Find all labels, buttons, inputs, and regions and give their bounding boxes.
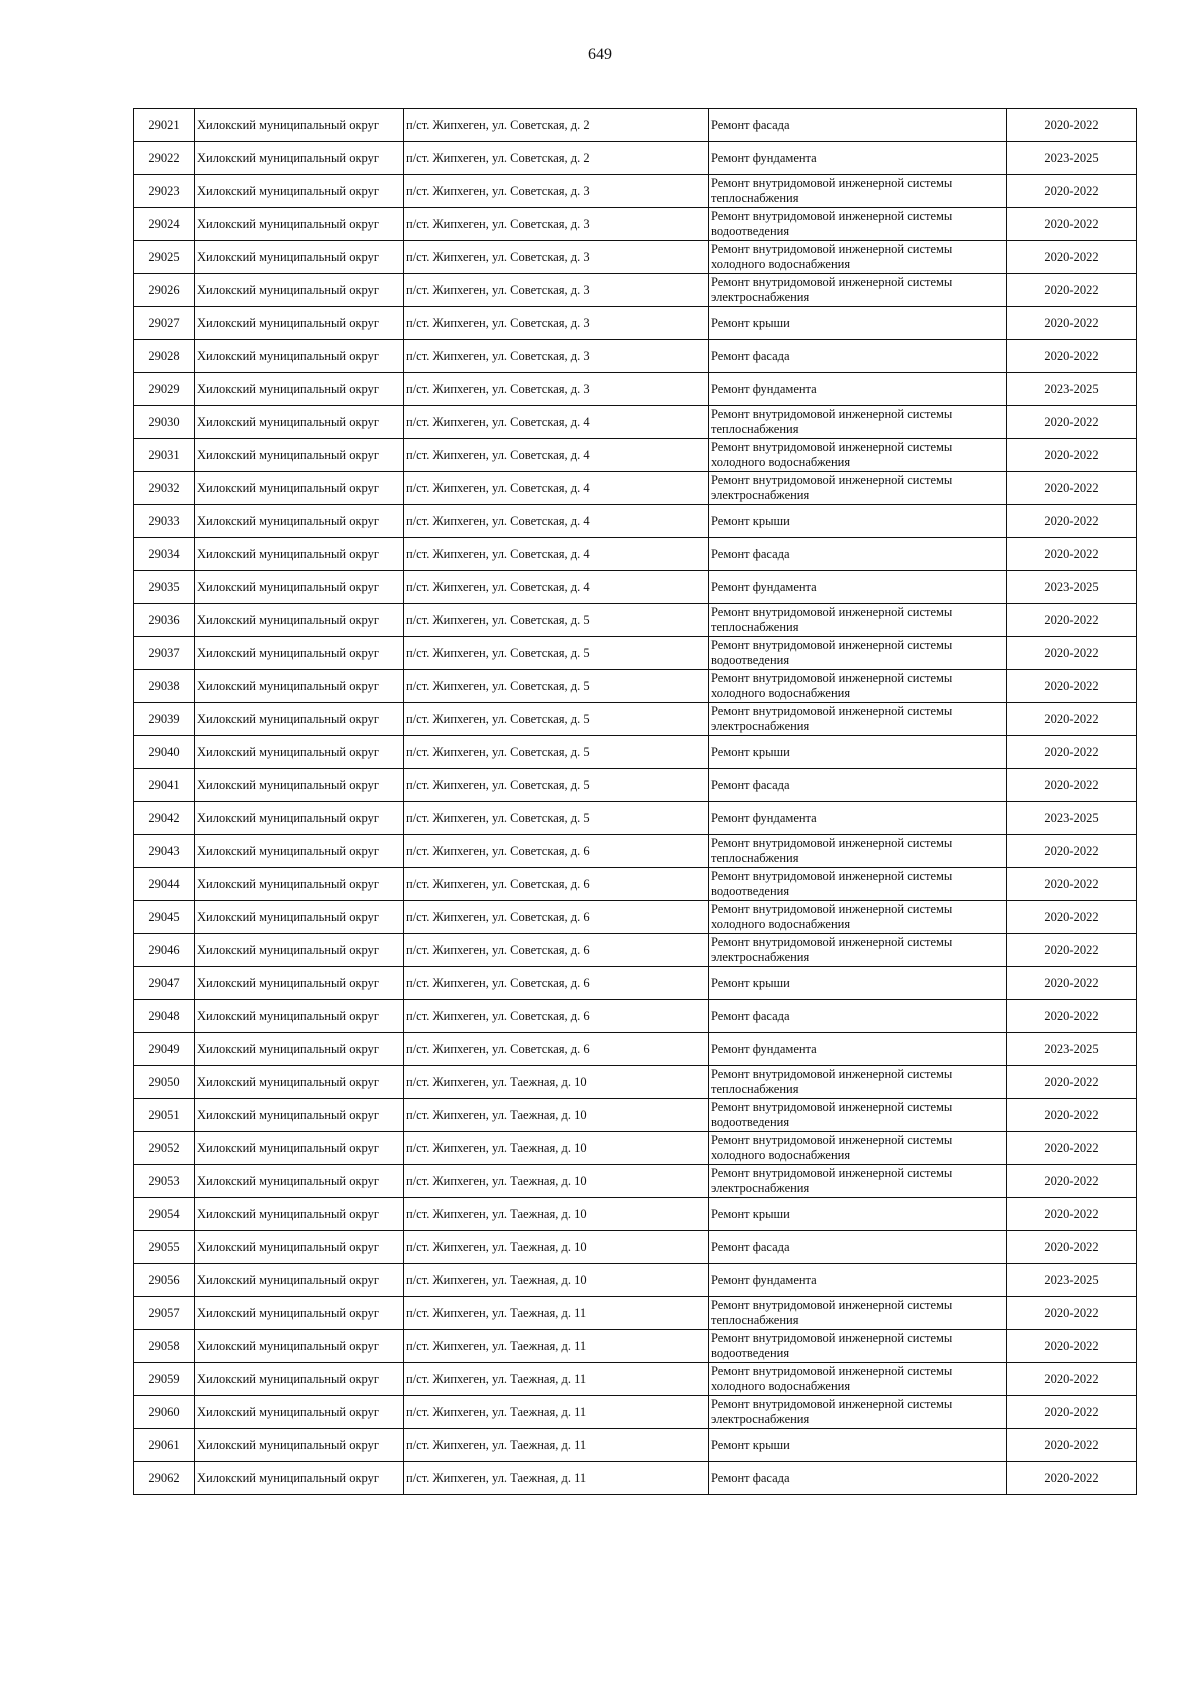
municipality-cell: Хилокский муниципальный округ xyxy=(195,769,404,802)
municipality-cell: Хилокский муниципальный округ xyxy=(195,967,404,1000)
work-type-cell: Ремонт фундамента xyxy=(709,802,1007,835)
works-table xyxy=(133,108,1137,1495)
period-cell: 2020-2022 xyxy=(1007,1066,1137,1099)
table-row xyxy=(134,571,1137,604)
address-cell: п/ст. Жипхеген, ул. Советская, д. 6 xyxy=(404,1000,709,1033)
work-type-cell: Ремонт крыши xyxy=(709,967,1007,1000)
table-row xyxy=(134,340,1137,373)
municipality-cell: Хилокский муниципальный округ xyxy=(195,340,404,373)
row-number-cell: 29053 xyxy=(134,1165,195,1198)
period-cell: 2020-2022 xyxy=(1007,274,1137,307)
municipality-cell: Хилокский муниципальный округ xyxy=(195,208,404,241)
table-row xyxy=(134,505,1137,538)
row-number-cell: 29050 xyxy=(134,1066,195,1099)
table-row xyxy=(134,1132,1137,1165)
period-cell: 2020-2022 xyxy=(1007,1099,1137,1132)
address-cell: п/ст. Жипхеген, ул. Таежная, д. 10 xyxy=(404,1132,709,1165)
work-type-cell: Ремонт внутридомовой инженерной системы теплоснабжения xyxy=(709,604,1007,637)
address-cell: п/ст. Жипхеген, ул. Советская, д. 3 xyxy=(404,274,709,307)
table-row xyxy=(134,868,1137,901)
row-number-cell: 29026 xyxy=(134,274,195,307)
table-row xyxy=(134,1033,1137,1066)
address-cell: п/ст. Жипхеген, ул. Советская, д. 3 xyxy=(404,175,709,208)
work-type-cell: Ремонт внутридомовой инженерной системы холодного водоснабжения xyxy=(709,1363,1007,1396)
period-cell: 2020-2022 xyxy=(1007,505,1137,538)
work-type-cell: Ремонт фундамента xyxy=(709,571,1007,604)
period-cell: 2020-2022 xyxy=(1007,472,1137,505)
row-number-cell: 29025 xyxy=(134,241,195,274)
work-type-cell: Ремонт внутридомовой инженерной системы холодного водоснабжения xyxy=(709,901,1007,934)
row-number-cell: 29030 xyxy=(134,406,195,439)
table-row xyxy=(134,934,1137,967)
table-row xyxy=(134,241,1137,274)
address-cell: п/ст. Жипхеген, ул. Советская, д. 4 xyxy=(404,538,709,571)
period-cell: 2020-2022 xyxy=(1007,538,1137,571)
address-cell: п/ст. Жипхеген, ул. Советская, д. 2 xyxy=(404,142,709,175)
municipality-cell: Хилокский муниципальный округ xyxy=(195,736,404,769)
row-number-cell: 29043 xyxy=(134,835,195,868)
address-cell: п/ст. Жипхеген, ул. Советская, д. 6 xyxy=(404,835,709,868)
period-cell: 2020-2022 xyxy=(1007,637,1137,670)
row-number-cell: 29024 xyxy=(134,208,195,241)
table-row xyxy=(134,1297,1137,1330)
period-cell: 2020-2022 xyxy=(1007,406,1137,439)
period-cell: 2023-2025 xyxy=(1007,1033,1137,1066)
work-type-cell: Ремонт внутридомовой инженерной системы теплоснабжения xyxy=(709,835,1007,868)
table-row xyxy=(134,175,1137,208)
period-cell: 2023-2025 xyxy=(1007,142,1137,175)
municipality-cell: Хилокский муниципальный округ xyxy=(195,274,404,307)
period-cell: 2020-2022 xyxy=(1007,1363,1137,1396)
row-number-cell: 29038 xyxy=(134,670,195,703)
table-row xyxy=(134,901,1137,934)
work-type-cell: Ремонт внутридомовой инженерной системы теплоснабжения xyxy=(709,406,1007,439)
address-cell: п/ст. Жипхеген, ул. Советская, д. 5 xyxy=(404,604,709,637)
table-row xyxy=(134,1099,1137,1132)
municipality-cell: Хилокский муниципальный округ xyxy=(195,1132,404,1165)
municipality-cell: Хилокский муниципальный округ xyxy=(195,1396,404,1429)
work-type-cell: Ремонт внутридомовой инженерной системы водоотведения xyxy=(709,208,1007,241)
address-cell: п/ст. Жипхеген, ул. Таежная, д. 11 xyxy=(404,1363,709,1396)
municipality-cell: Хилокский муниципальный округ xyxy=(195,1066,404,1099)
row-number-cell: 29060 xyxy=(134,1396,195,1429)
address-cell: п/ст. Жипхеген, ул. Советская, д. 5 xyxy=(404,637,709,670)
row-number-cell: 29062 xyxy=(134,1462,195,1495)
table-row xyxy=(134,109,1137,142)
address-cell: п/ст. Жипхеген, ул. Советская, д. 6 xyxy=(404,1033,709,1066)
work-type-cell: Ремонт крыши xyxy=(709,1198,1007,1231)
period-cell: 2020-2022 xyxy=(1007,736,1137,769)
table-row xyxy=(134,802,1137,835)
period-cell: 2020-2022 xyxy=(1007,670,1137,703)
row-number-cell: 29021 xyxy=(134,109,195,142)
period-cell: 2020-2022 xyxy=(1007,175,1137,208)
table-row xyxy=(134,637,1137,670)
table-row xyxy=(134,1429,1137,1462)
municipality-cell: Хилокский муниципальный округ xyxy=(195,604,404,637)
municipality-cell: Хилокский муниципальный округ xyxy=(195,1297,404,1330)
municipality-cell: Хилокский муниципальный округ xyxy=(195,406,404,439)
period-cell: 2023-2025 xyxy=(1007,802,1137,835)
municipality-cell: Хилокский муниципальный округ xyxy=(195,142,404,175)
work-type-cell: Ремонт внутридомовой инженерной системы электроснабжения xyxy=(709,703,1007,736)
table-row xyxy=(134,703,1137,736)
row-number-cell: 29035 xyxy=(134,571,195,604)
table-row xyxy=(134,373,1137,406)
address-cell: п/ст. Жипхеген, ул. Советская, д. 4 xyxy=(404,406,709,439)
work-type-cell: Ремонт фасада xyxy=(709,769,1007,802)
row-number-cell: 29055 xyxy=(134,1231,195,1264)
municipality-cell: Хилокский муниципальный округ xyxy=(195,637,404,670)
work-type-cell: Ремонт внутридомовой инженерной системы теплоснабжения xyxy=(709,1066,1007,1099)
address-cell: п/ст. Жипхеген, ул. Советская, д. 4 xyxy=(404,472,709,505)
municipality-cell: Хилокский муниципальный округ xyxy=(195,670,404,703)
table-row xyxy=(134,769,1137,802)
municipality-cell: Хилокский муниципальный округ xyxy=(195,1000,404,1033)
period-cell: 2020-2022 xyxy=(1007,307,1137,340)
municipality-cell: Хилокский муниципальный округ xyxy=(195,1033,404,1066)
municipality-cell: Хилокский муниципальный округ xyxy=(195,1330,404,1363)
work-type-cell: Ремонт фундамента xyxy=(709,142,1007,175)
municipality-cell: Хилокский муниципальный округ xyxy=(195,1231,404,1264)
table-row xyxy=(134,208,1137,241)
work-type-cell: Ремонт фундамента xyxy=(709,1033,1007,1066)
municipality-cell: Хилокский муниципальный округ xyxy=(195,307,404,340)
work-type-cell: Ремонт фундамента xyxy=(709,373,1007,406)
row-number-cell: 29042 xyxy=(134,802,195,835)
work-type-cell: Ремонт внутридомовой инженерной системы холодного водоснабжения xyxy=(709,241,1007,274)
table-row xyxy=(134,1462,1137,1495)
work-type-cell: Ремонт фасада xyxy=(709,1462,1007,1495)
period-cell: 2020-2022 xyxy=(1007,1000,1137,1033)
address-cell: п/ст. Жипхеген, ул. Советская, д. 3 xyxy=(404,241,709,274)
period-cell: 2020-2022 xyxy=(1007,241,1137,274)
address-cell: п/ст. Жипхеген, ул. Таежная, д. 11 xyxy=(404,1297,709,1330)
period-cell: 2023-2025 xyxy=(1007,373,1137,406)
row-number-cell: 29049 xyxy=(134,1033,195,1066)
row-number-cell: 29027 xyxy=(134,307,195,340)
table-row xyxy=(134,1363,1137,1396)
table-row xyxy=(134,142,1137,175)
work-type-cell: Ремонт внутридомовой инженерной системы водоотведения xyxy=(709,637,1007,670)
period-cell: 2020-2022 xyxy=(1007,934,1137,967)
municipality-cell: Хилокский муниципальный округ xyxy=(195,373,404,406)
table-row xyxy=(134,1231,1137,1264)
period-cell: 2020-2022 xyxy=(1007,208,1137,241)
work-type-cell: Ремонт внутридомовой инженерной системы холодного водоснабжения xyxy=(709,439,1007,472)
table-row xyxy=(134,1066,1137,1099)
work-type-cell: Ремонт фасада xyxy=(709,1231,1007,1264)
table-row xyxy=(134,670,1137,703)
table-row xyxy=(134,439,1137,472)
period-cell: 2020-2022 xyxy=(1007,868,1137,901)
address-cell: п/ст. Жипхеген, ул. Советская, д. 4 xyxy=(404,505,709,538)
table-row xyxy=(134,472,1137,505)
address-cell: п/ст. Жипхеген, ул. Советская, д. 5 xyxy=(404,802,709,835)
work-type-cell: Ремонт внутридомовой инженерной системы холодного водоснабжения xyxy=(709,670,1007,703)
address-cell: п/ст. Жипхеген, ул. Таежная, д. 11 xyxy=(404,1330,709,1363)
address-cell: п/ст. Жипхеген, ул. Таежная, д. 11 xyxy=(404,1396,709,1429)
address-cell: п/ст. Жипхеген, ул. Советская, д. 3 xyxy=(404,208,709,241)
work-type-cell: Ремонт внутридомовой инженерной системы электроснабжения xyxy=(709,1165,1007,1198)
work-type-cell: Ремонт фасада xyxy=(709,538,1007,571)
row-number-cell: 29040 xyxy=(134,736,195,769)
address-cell: п/ст. Жипхеген, ул. Советская, д. 3 xyxy=(404,307,709,340)
page-number: 649 xyxy=(588,46,612,63)
row-number-cell: 29048 xyxy=(134,1000,195,1033)
period-cell: 2020-2022 xyxy=(1007,1165,1137,1198)
period-cell: 2020-2022 xyxy=(1007,835,1137,868)
table-row xyxy=(134,1165,1137,1198)
row-number-cell: 29045 xyxy=(134,901,195,934)
address-cell: п/ст. Жипхеген, ул. Советская, д. 5 xyxy=(404,703,709,736)
work-type-cell: Ремонт крыши xyxy=(709,1429,1007,1462)
municipality-cell: Хилокский муниципальный округ xyxy=(195,1099,404,1132)
address-cell: п/ст. Жипхеген, ул. Советская, д. 3 xyxy=(404,340,709,373)
address-cell: п/ст. Жипхеген, ул. Таежная, д. 10 xyxy=(404,1198,709,1231)
table-row xyxy=(134,604,1137,637)
address-cell: п/ст. Жипхеген, ул. Советская, д. 5 xyxy=(404,670,709,703)
row-number-cell: 29028 xyxy=(134,340,195,373)
table-row xyxy=(134,736,1137,769)
period-cell: 2020-2022 xyxy=(1007,1132,1137,1165)
period-cell: 2020-2022 xyxy=(1007,901,1137,934)
address-cell: п/ст. Жипхеген, ул. Таежная, д. 10 xyxy=(404,1099,709,1132)
row-number-cell: 29034 xyxy=(134,538,195,571)
table-row xyxy=(134,1264,1137,1297)
municipality-cell: Хилокский муниципальный округ xyxy=(195,835,404,868)
row-number-cell: 29023 xyxy=(134,175,195,208)
work-type-cell: Ремонт фундамента xyxy=(709,1264,1007,1297)
municipality-cell: Хилокский муниципальный округ xyxy=(195,571,404,604)
row-number-cell: 29044 xyxy=(134,868,195,901)
address-cell: п/ст. Жипхеген, ул. Таежная, д. 10 xyxy=(404,1165,709,1198)
address-cell: п/ст. Жипхеген, ул. Советская, д. 2 xyxy=(404,109,709,142)
row-number-cell: 29041 xyxy=(134,769,195,802)
work-type-cell: Ремонт внутридомовой инженерной системы водоотведения xyxy=(709,868,1007,901)
table-row xyxy=(134,835,1137,868)
table-row xyxy=(134,274,1137,307)
table-row xyxy=(134,967,1137,1000)
row-number-cell: 29022 xyxy=(134,142,195,175)
row-number-cell: 29032 xyxy=(134,472,195,505)
works-table-body xyxy=(134,109,1137,1495)
address-cell: п/ст. Жипхеген, ул. Таежная, д. 11 xyxy=(404,1429,709,1462)
table-row xyxy=(134,1330,1137,1363)
address-cell: п/ст. Жипхеген, ул. Советская, д. 6 xyxy=(404,967,709,1000)
municipality-cell: Хилокский муниципальный округ xyxy=(195,538,404,571)
municipality-cell: Хилокский муниципальный округ xyxy=(195,505,404,538)
work-type-cell: Ремонт крыши xyxy=(709,505,1007,538)
row-number-cell: 29056 xyxy=(134,1264,195,1297)
municipality-cell: Хилокский муниципальный округ xyxy=(195,1462,404,1495)
municipality-cell: Хилокский муниципальный округ xyxy=(195,241,404,274)
period-cell: 2020-2022 xyxy=(1007,1462,1137,1495)
municipality-cell: Хилокский муниципальный округ xyxy=(195,802,404,835)
municipality-cell: Хилокский муниципальный округ xyxy=(195,1429,404,1462)
address-cell: п/ст. Жипхеген, ул. Советская, д. 6 xyxy=(404,868,709,901)
period-cell: 2020-2022 xyxy=(1007,109,1137,142)
address-cell: п/ст. Жипхеген, ул. Советская, д. 5 xyxy=(404,769,709,802)
municipality-cell: Хилокский муниципальный округ xyxy=(195,1363,404,1396)
period-cell: 2020-2022 xyxy=(1007,703,1137,736)
table-row xyxy=(134,538,1137,571)
row-number-cell: 29033 xyxy=(134,505,195,538)
period-cell: 2020-2022 xyxy=(1007,1231,1137,1264)
table-row xyxy=(134,406,1137,439)
row-number-cell: 29058 xyxy=(134,1330,195,1363)
address-cell: п/ст. Жипхеген, ул. Советская, д. 6 xyxy=(404,901,709,934)
address-cell: п/ст. Жипхеген, ул. Таежная, д. 10 xyxy=(404,1231,709,1264)
table-row xyxy=(134,1396,1137,1429)
work-type-cell: Ремонт фасада xyxy=(709,1000,1007,1033)
period-cell: 2020-2022 xyxy=(1007,967,1137,1000)
work-type-cell: Ремонт крыши xyxy=(709,736,1007,769)
work-type-cell: Ремонт крыши xyxy=(709,307,1007,340)
municipality-cell: Хилокский муниципальный округ xyxy=(195,1165,404,1198)
row-number-cell: 29061 xyxy=(134,1429,195,1462)
period-cell: 2020-2022 xyxy=(1007,604,1137,637)
row-number-cell: 29036 xyxy=(134,604,195,637)
row-number-cell: 29047 xyxy=(134,967,195,1000)
address-cell: п/ст. Жипхеген, ул. Советская, д. 5 xyxy=(404,736,709,769)
row-number-cell: 29051 xyxy=(134,1099,195,1132)
table-row xyxy=(134,1000,1137,1033)
work-type-cell: Ремонт внутридомовой инженерной системы электроснабжения xyxy=(709,472,1007,505)
table-row xyxy=(134,307,1137,340)
address-cell: п/ст. Жипхеген, ул. Советская, д. 6 xyxy=(404,934,709,967)
work-type-cell: Ремонт внутридомовой инженерной системы теплоснабжения xyxy=(709,175,1007,208)
period-cell: 2020-2022 xyxy=(1007,1297,1137,1330)
address-cell: п/ст. Жипхеген, ул. Советская, д. 3 xyxy=(404,373,709,406)
work-type-cell: Ремонт внутридомовой инженерной системы электроснабжения xyxy=(709,934,1007,967)
row-number-cell: 29052 xyxy=(134,1132,195,1165)
period-cell: 2020-2022 xyxy=(1007,1330,1137,1363)
address-cell: п/ст. Жипхеген, ул. Таежная, д. 10 xyxy=(404,1066,709,1099)
work-type-cell: Ремонт внутридомовой инженерной системы водоотведения xyxy=(709,1330,1007,1363)
row-number-cell: 29037 xyxy=(134,637,195,670)
municipality-cell: Хилокский муниципальный округ xyxy=(195,1198,404,1231)
work-type-cell: Ремонт внутридомовой инженерной системы теплоснабжения xyxy=(709,1297,1007,1330)
work-type-cell: Ремонт внутридомовой инженерной системы водоотведения xyxy=(709,1099,1007,1132)
work-type-cell: Ремонт внутридомовой инженерной системы холодного водоснабжения xyxy=(709,1132,1007,1165)
work-type-cell: Ремонт внутридомовой инженерной системы электроснабжения xyxy=(709,274,1007,307)
row-number-cell: 29046 xyxy=(134,934,195,967)
table-row xyxy=(134,1198,1137,1231)
address-cell: п/ст. Жипхеген, ул. Таежная, д. 11 xyxy=(404,1462,709,1495)
period-cell: 2020-2022 xyxy=(1007,1198,1137,1231)
municipality-cell: Хилокский муниципальный округ xyxy=(195,472,404,505)
period-cell: 2020-2022 xyxy=(1007,1396,1137,1429)
row-number-cell: 29054 xyxy=(134,1198,195,1231)
row-number-cell: 29029 xyxy=(134,373,195,406)
row-number-cell: 29059 xyxy=(134,1363,195,1396)
municipality-cell: Хилокский муниципальный округ xyxy=(195,901,404,934)
municipality-cell: Хилокский муниципальный округ xyxy=(195,934,404,967)
period-cell: 2020-2022 xyxy=(1007,439,1137,472)
address-cell: п/ст. Жипхеген, ул. Советская, д. 4 xyxy=(404,571,709,604)
row-number-cell: 29039 xyxy=(134,703,195,736)
work-type-cell: Ремонт фасада xyxy=(709,340,1007,373)
municipality-cell: Хилокский муниципальный округ xyxy=(195,868,404,901)
municipality-cell: Хилокский муниципальный округ xyxy=(195,175,404,208)
municipality-cell: Хилокский муниципальный округ xyxy=(195,1264,404,1297)
period-cell: 2020-2022 xyxy=(1007,769,1137,802)
row-number-cell: 29031 xyxy=(134,439,195,472)
municipality-cell: Хилокский муниципальный округ xyxy=(195,439,404,472)
municipality-cell: Хилокский муниципальный округ xyxy=(195,703,404,736)
municipality-cell: Хилокский муниципальный округ xyxy=(195,109,404,142)
period-cell: 2023-2025 xyxy=(1007,1264,1137,1297)
address-cell: п/ст. Жипхеген, ул. Таежная, д. 10 xyxy=(404,1264,709,1297)
period-cell: 2020-2022 xyxy=(1007,1429,1137,1462)
row-number-cell: 29057 xyxy=(134,1297,195,1330)
work-type-cell: Ремонт внутридомовой инженерной системы электроснабжения xyxy=(709,1396,1007,1429)
period-cell: 2023-2025 xyxy=(1007,571,1137,604)
period-cell: 2020-2022 xyxy=(1007,340,1137,373)
address-cell: п/ст. Жипхеген, ул. Советская, д. 4 xyxy=(404,439,709,472)
work-type-cell: Ремонт фасада xyxy=(709,109,1007,142)
